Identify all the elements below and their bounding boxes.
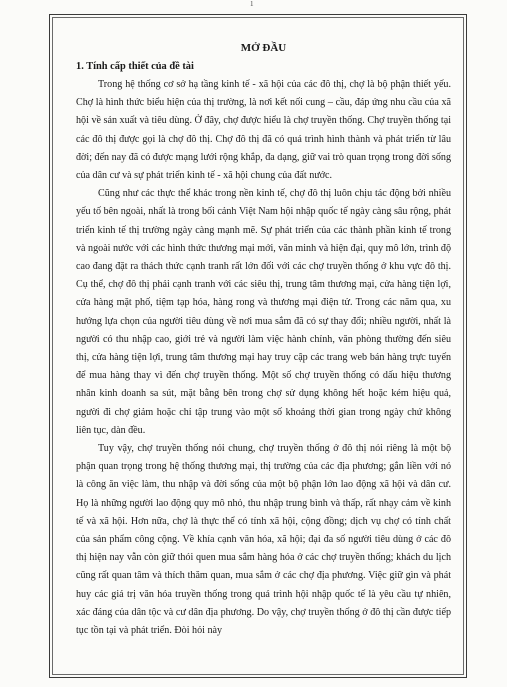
section-heading: 1. Tính cấp thiết của đề tài [76, 61, 194, 72]
document-body [76, 40, 451, 640]
paragraph-3: Tuy vậy, chợ truyền thống nói chung, chợ truyền thống ở đô thị nói riêng là một bộ phận quan trọng trong hệ thống thương mại, thị trường của các địa phương; gắn liền với nó là công ăn việc làm, thu nhập và đời sống của một bộ phận lớn lao động xã hội và dân cư. Họ là những người lao động quy mô nhỏ, thu nhập trung bình và thấp, rất nhạy cảm về kinh tế và xã hội. Hơn nữa, chợ là thực thể có tính xã hội, cộng đồng; dịch vụ chợ có tính chất của sản phẩm công cộng. Về khía cạnh văn hóa, xã hội; đại đa số người tiêu dùng ở các đô thị hiện nay vẫn còn giữ thói quen mua sắm hàng hóa ở các chợ truyền thống; khách du lịch cũng rất quan tâm và thích thăm quan, mua sắm ở các chợ địa phương. Việc giữ gìn và phát huy các giá trị văn hóa truyền thống trong quá trình hội nhập quốc tế là yêu cầu tự nhiên, xác đáng của dân tộc và cư dân địa phương. Do vậy, chợ truyền thống ở đô thị cần được tiếp tục tồn tại và phát triển. Đòi hỏi này [76, 443, 451, 637]
paragraph-2: Cũng như các thực thể khác trong nền kinh tế, chợ đô thị luôn chịu tác động bởi nhiều yếu tố bên ngoài, nhất là trong bối cảnh Việt Nam hội nhập quốc tế ngày càng sâu rộng, phát triển kinh tế thị trường ngày càng mạnh mẽ. Sự phát triển của các thành phần kinh tế trong và ngoài nước với các hình thức thương mại mới, văn minh và hiện đại, quy mô lớn, trình độ cao đang đặt ra thách thức cạnh tranh rất lớn đối với các chợ truyền thống ở khu vực đô thị. Cụ thể, chợ đô thị phải cạnh tranh với các siêu thị, trung tâm thương mại, cửa hàng tiện lợi, cửa hàng mặt phố, tiệm tạp hóa, hàng rong và thương mại điện tử. Trong các năm qua, xu hướng lựa chọn của người tiêu dùng về nơi mua sắm đã có sự thay đổi; nhiều người, nhất là người có thu nhập cao, giới trẻ và người làm việc hành chính, văn phòng thường đến siêu thị, cửa hàng tiện lợi, trung tâm thương mại hay truy cập các trang web bán hàng trực tuyến để mua hàng thay vì đến chợ truyền thống. Một số chợ truyền thống có dấu hiệu thương nhân kinh doanh sa sút, mặt bằng bên trong chợ sử dụng không hết hoặc kém hiệu quả, người đi chợ giảm hoặc chỉ tập trung vào một số khoảng thời gian trong ngày chứ không liên tục, dàn đều. [76, 188, 452, 436]
page-number-mark: 1 [250, 0, 254, 8]
document-title: MỞ ĐẦU [240, 42, 287, 54]
paragraph-1: Trong hệ thống cơ sở hạ tầng kinh tế - xã hội của các đô thị, chợ là bộ phận thiết yếu. Chợ là hình thức biểu hiện của thị trường, là nơi kết nối cung – cầu, đáp ứng nhu cầu của xã hội về sản xuất và tiêu dùng. Ở đây, chợ được hiểu là chợ truyền thống. Chợ truyền thống tại các đô thị được gọi là chợ đô thị. Chợ đô thị đã có quá trình hình thành và phát triển từ lâu đời; đến nay đã có được mạng lưới rộng khắp, đa dạng, giữ vai trò quan trọng trong đời sống của dân cư và sự phát triển kinh tế - xã hội chung của đất nước. [76, 79, 451, 182]
